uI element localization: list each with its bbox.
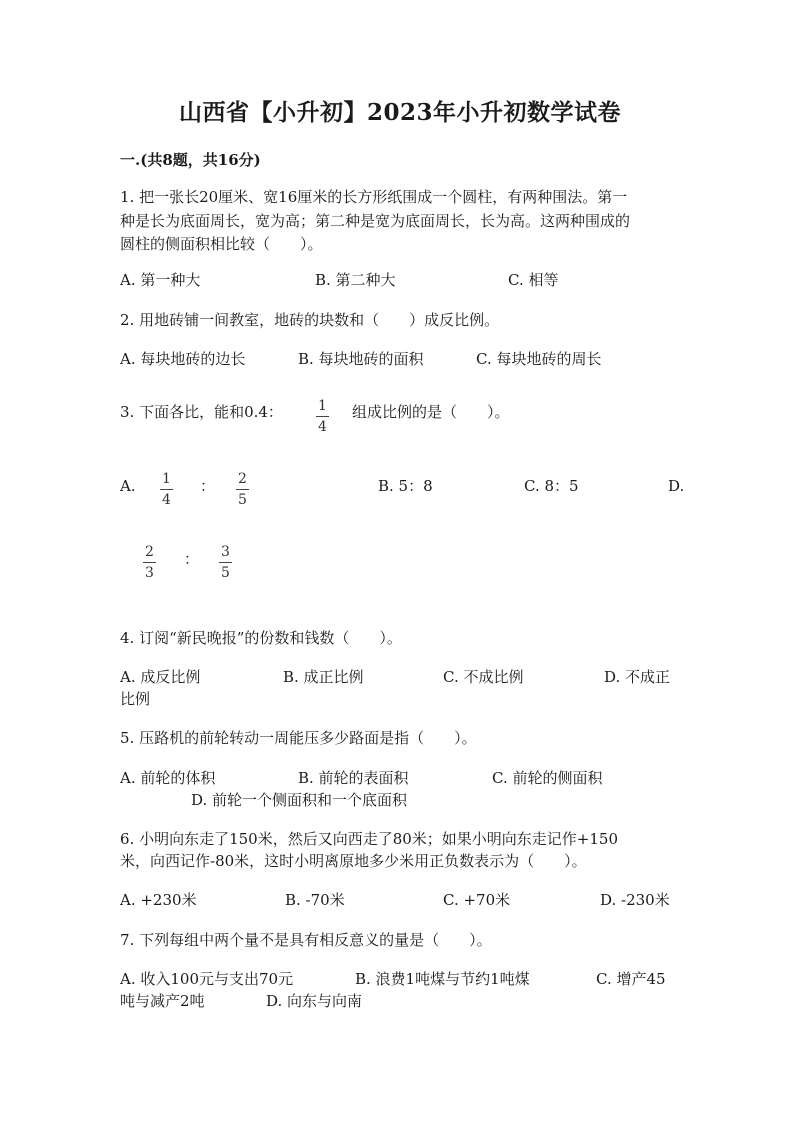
q6-option-b[interactable]: B. -70米 [285, 891, 345, 909]
q1-option-c[interactable]: C. 相等 [508, 271, 559, 289]
q7-option-c-wrap[interactable]: 吨与减产2吨 [120, 992, 205, 1010]
fraction-bar [160, 489, 173, 490]
q3-text-before: 3. 下面各比，能和0.4： [120, 403, 283, 421]
q2-text: 2. 用地砖铺一间教室，地砖的块数和（ ）成反比例。 [120, 311, 500, 329]
q7-option-c[interactable]: C. 增产45 [596, 970, 666, 988]
q3-fraction-denominator: 4 [318, 419, 327, 435]
q3-option-a-fraction-2 [236, 470, 249, 509]
q3-fraction-numerator: 1 [318, 398, 327, 414]
fraction-bar [316, 416, 329, 417]
fraction-denominator: 3 [145, 565, 154, 581]
fraction-bar [143, 562, 156, 563]
fraction-denominator: 5 [238, 492, 247, 508]
q6-option-a[interactable]: A. +230米 [120, 891, 197, 909]
q2-option-a[interactable]: A. 每块地砖的边长 [120, 350, 246, 368]
q7-text: 7. 下列每组中两个量不是具有相反意义的量是（ ）。 [120, 931, 492, 949]
q4-option-c[interactable]: C. 不成比例 [443, 668, 524, 686]
fraction-numerator: 2 [238, 471, 247, 487]
q7-option-d[interactable]: D. 向东与向南 [266, 992, 363, 1010]
q3-option-a-label[interactable]: A. [120, 477, 136, 495]
q6-option-d[interactable]: D. -230米 [600, 891, 670, 909]
q3-option-d-colon: ： [184, 550, 200, 568]
q4-option-a[interactable]: A. 成反比例 [120, 668, 201, 686]
q3-option-d-label[interactable]: D. [668, 477, 685, 495]
q6-line-2: 米，向西记作-80米，这时小明离原地多少米用正负数表示为（ ）。 [120, 852, 587, 870]
q1-option-a[interactable]: A. 第一种大 [120, 271, 201, 289]
q4-option-d-wrap[interactable]: 比例 [120, 690, 151, 708]
fraction-numerator: 3 [221, 544, 230, 560]
q4-option-b[interactable]: B. 成正比例 [283, 668, 364, 686]
q1-option-b[interactable]: B. 第二种大 [315, 271, 396, 289]
q3-option-d-fraction-2 [219, 543, 232, 582]
q3-text-after: 组成比例的是（ ）。 [352, 403, 510, 421]
q7-option-b[interactable]: B. 浪费1吨煤与节约1吨煤 [355, 970, 530, 988]
q4-option-d[interactable]: D. 不成正 [604, 668, 671, 686]
q5-option-d[interactable]: D. 前轮一个侧面积和一个底面积 [191, 791, 408, 809]
q2-option-c[interactable]: C. 每块地砖的周长 [476, 350, 602, 368]
q2-option-b[interactable]: B. 每块地砖的面积 [298, 350, 424, 368]
q3-option-c[interactable]: C. 8：5 [524, 477, 579, 495]
q3-option-a-fraction-1 [160, 470, 173, 509]
fraction-bar [236, 489, 249, 490]
q3-option-b[interactable]: B. 5：8 [378, 477, 433, 495]
q1-line-2: 种是长为底面周长，宽为高；第二种是宽为底面周长，长为高。这两种围成的 [120, 212, 631, 230]
q1-line-1: 1. 把一张长20厘米、宽16厘米的长方形纸围成一个圆柱，有两种围法。第一 [120, 188, 628, 206]
q3-option-d-fraction-1 [143, 543, 156, 582]
q5-text: 5. 压路机的前轮转动一周能压多少路面是指（ ）。 [120, 729, 477, 747]
q3-option-a-colon: ： [200, 477, 216, 495]
q5-option-c[interactable]: C. 前轮的侧面积 [492, 769, 603, 787]
fraction-numerator: 1 [162, 471, 171, 487]
fraction-bar [219, 562, 232, 563]
q7-option-a[interactable]: A. 收入100元与支出70元 [120, 970, 294, 988]
q4-text: 4. 订阅“新民晚报”的份数和钱数（ ）。 [120, 629, 402, 647]
exam-title: 山西省【小升初】2023年小升初数学试卷 [178, 99, 621, 126]
fraction-denominator: 5 [221, 565, 230, 581]
q6-line-1: 6. 小明向东走了150米，然后又向西走了80米；如果小明向东走记作+150 [120, 830, 618, 848]
section-heading: 一.(共8题，共16分) [120, 151, 261, 169]
fraction-denominator: 4 [162, 492, 171, 508]
q6-option-c[interactable]: C. +70米 [443, 891, 511, 909]
q1-line-3: 圆柱的侧面积相比较（ ）。 [120, 235, 323, 253]
q5-option-b[interactable]: B. 前轮的表面积 [298, 769, 409, 787]
fraction-numerator: 2 [145, 544, 154, 560]
q5-option-a[interactable]: A. 前轮的体积 [120, 769, 216, 787]
q3-fraction [316, 397, 329, 436]
